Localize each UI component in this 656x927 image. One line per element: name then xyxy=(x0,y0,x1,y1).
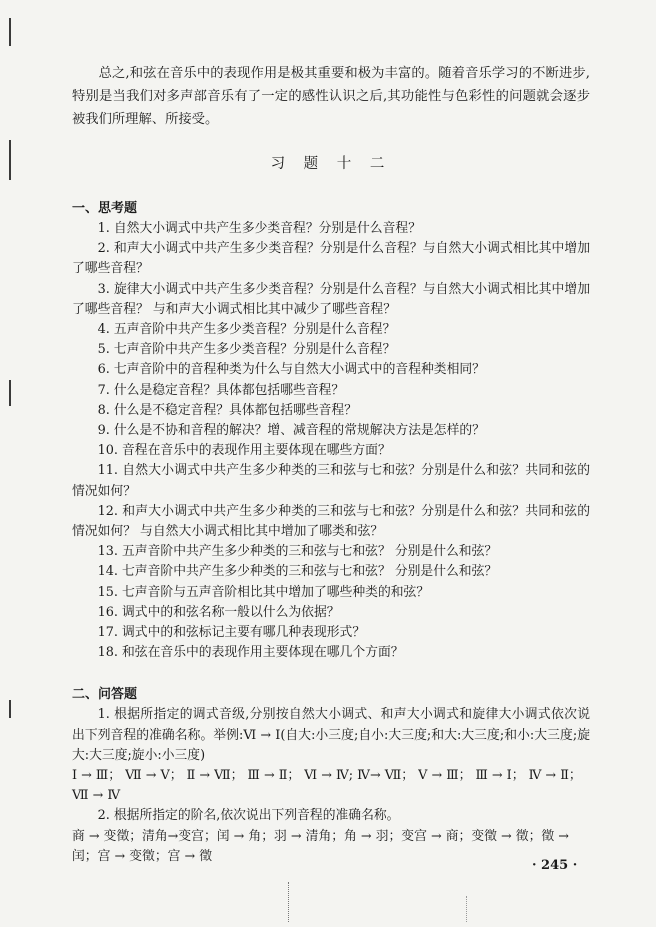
question-item: 5. 七声音阶中共产生多少类音程？分别是什么音程？ xyxy=(97,342,396,358)
qa-question-1-items: Ⅰ → Ⅲ； Ⅶ → Ⅴ； Ⅱ → Ⅶ； Ⅲ → Ⅱ； Ⅵ → Ⅳ; Ⅳ→ Ⅶ； Ⅴ → Ⅲ； Ⅲ → Ⅰ； Ⅳ → Ⅱ； Ⅶ → Ⅳ xyxy=(72,768,582,804)
question-item: 3. 旋律大小调式中共产生多少类音程？分别是什么音程？与自然大小调式相比其中增加了哪些音程？ 与和声大小调式相比其中减少了哪些音程？ xyxy=(72,281,590,317)
question-item: 7. 什么是稳定音程？具体都包括哪些音程？ xyxy=(97,382,345,398)
question-item: 6. 七声音阶中的音程种类为什么与自然大小调式中的音程种类相同？ xyxy=(97,362,485,378)
scan-edge-mark xyxy=(9,380,11,406)
question-item: 16. 调式中的和弦名称一般以什么为依据？ xyxy=(97,604,340,620)
question-item: 13. 五声音阶中共产生多少种类的三和弦与七和弦？ 分别是什么和弦？ xyxy=(97,544,498,560)
scan-edge-mark xyxy=(9,140,11,180)
question-item: 8. 什么是不稳定音程？具体都包括哪些音程？ xyxy=(97,402,358,418)
scan-edge-mark xyxy=(9,18,11,46)
intro-paragraph: 总之,和弦在音乐中的表现作用是极其重要和极为丰富的。随着音乐学习的不断进步,特别是当我们对多声部音乐有了一定的感性认识之后,其功能性与色彩性的问题就会逐步被我们所理解、所接受。 xyxy=(72,66,590,127)
question-item: 9. 什么是不协和音程的解决？增、减音程的常规解决方法是怎样的？ xyxy=(97,423,485,439)
scan-edge-mark xyxy=(9,700,11,718)
question-item: 18. 和弦在音乐中的表现作用主要体现在哪几个方面？ xyxy=(97,645,404,661)
question-item: 2. 和声大小调式中共产生多少类音程？分别是什么音程？与自然大小调式相比其中增加了哪些音程？ xyxy=(72,241,590,277)
question-item: 11. 自然大小调式中共产生多少种类的三和弦与七和弦？分别是什么和弦？共同和弦的情况如何？ xyxy=(72,463,590,499)
question-item: 15. 七声音阶与五声音阶相比其中增加了哪些种类的和弦？ xyxy=(97,584,430,600)
question-item: 12. 和声大小调式中共产生多少种类的三和弦与七和弦？分别是什么和弦？共同和弦的情况如何？ 与自然大小调式相比其中增加了哪类和弦？ xyxy=(72,503,590,540)
section-heading-qa: 二、问答题 xyxy=(72,687,138,703)
question-item: 4. 五声音阶中共产生多少类音程？分别是什么音程？ xyxy=(97,322,396,338)
question-item: 1. 自然大小调式中共产生多少类音程？分别是什么音程？ xyxy=(97,221,421,236)
scan-speckle xyxy=(288,882,291,922)
question-item: 17. 调式中的和弦标记主要有哪几种表现形式？ xyxy=(97,625,366,641)
section-heading-thinking: 一、思考题 xyxy=(72,201,138,216)
page-number: · 245 · xyxy=(532,858,578,873)
scan-speckle xyxy=(466,896,469,922)
question-item: 10. 音程在音乐中的表现作用主要体现在哪些方面？ xyxy=(97,443,391,459)
question-item: 14. 七声音阶中共产生多少种类的三和弦与七和弦？ 分别是什么和弦？ xyxy=(97,564,498,580)
qa-question-2: 2. 根据所指定的阶名,依次说出下列音程的准确名称。 xyxy=(97,808,400,824)
qa-question-1: 1. 根据所指定的调式音级,分别按自然大小调式、和声大小调式和旋律大小调式依次说出下列音程的准确名称。举例:Ⅵ → Ⅰ(自大:小三度;自小:大三度;和大:大三度;和小:大三度;旋大:大三度;旋小:小三度) xyxy=(72,707,590,763)
qa-question-2-items: 商 → 变徵；清角→变宫；闰 → 角；羽 → 清角；角 → 羽；变宫 → 商；变徵 → 徵；徵 → 闰；宫 → 变徵；宫 → 徵 xyxy=(72,828,569,864)
exercise-title: 习 题 十 二 xyxy=(270,156,392,172)
page-content xyxy=(72,62,590,867)
